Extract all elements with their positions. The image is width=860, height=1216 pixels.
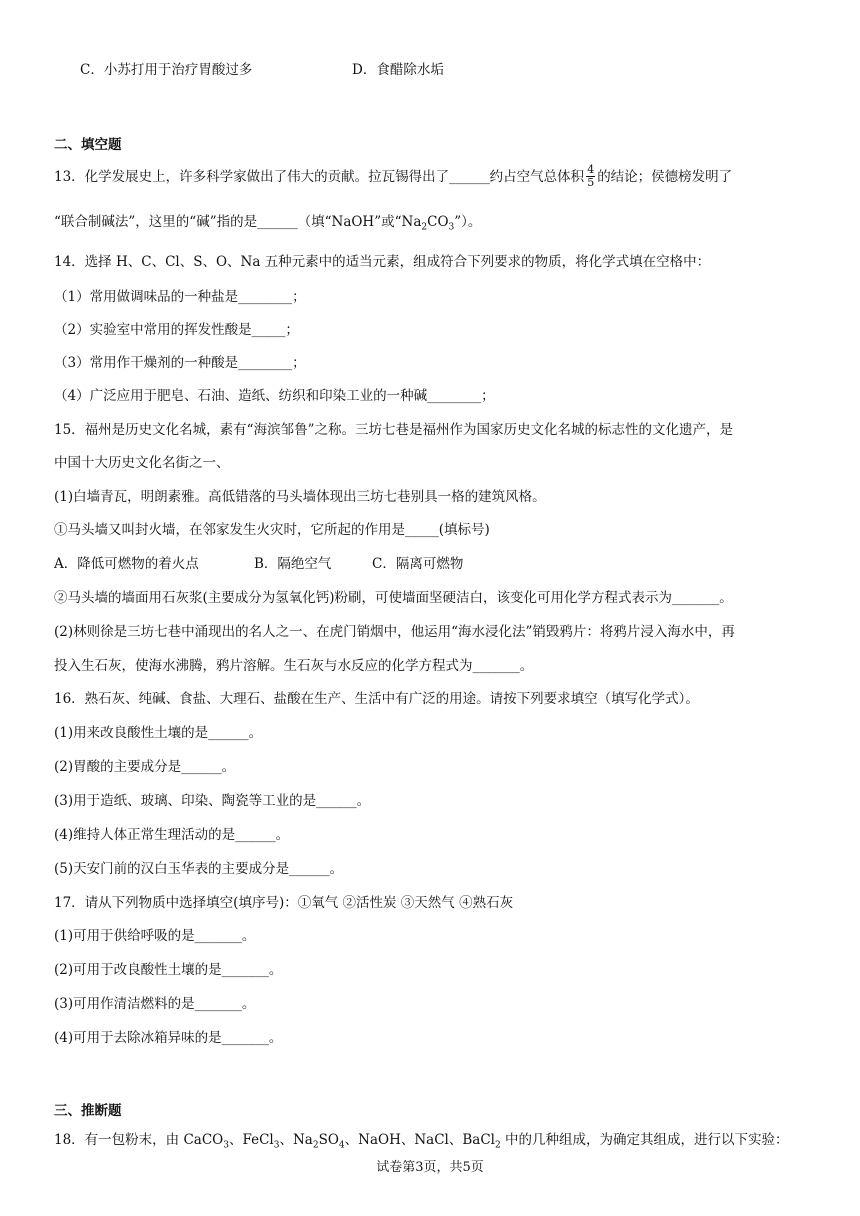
question-14-stem: 14．选择 H、C、Cl、S、O、Na 五种元素中的适当元素，组成符合下列要求的物质，将化学式填在空格中：: [54, 254, 711, 270]
question-17-item-4: (4)可用于去除冰箱异味的是_______。: [54, 1030, 283, 1046]
formula-na: Na: [401, 214, 422, 230]
question-17-item-1: (1)可用于供给呼吸的是_______。: [54, 928, 256, 944]
question-15-line-7: (2)林则徐是三坊七巷中涌现出的名人之一、在虎门销烟中，他运用“海水浸化法”销毁鸦片：将鸦片浸入海水中，再: [54, 624, 735, 640]
question-16-stem: 16．熟石灰、纯碱、食盐、大理石、盐酸在生产、生活中有广泛的用途。请按下列要求填空（填写化学式）。: [54, 691, 699, 707]
section-title-fill-blank: 二、填空题: [54, 137, 122, 153]
question-14-item-4: （4）广泛应用于肥皂、石油、造纸、纺织和印染工业的一种碱________；: [54, 388, 495, 404]
question-17-item-2: (2)可用于改良酸性土壤的是_______。: [54, 962, 283, 978]
formula-sub-2: 2: [421, 222, 428, 233]
fraction-four-fifths: [586, 164, 595, 189]
q18-text-c: 、Na: [279, 1132, 313, 1148]
q13-part-2: 的结论；侯德榜发明了: [597, 169, 733, 185]
option-d: D．食醋除水垢: [352, 62, 444, 78]
formula-sub-3: 3: [448, 222, 455, 233]
question-15-option-c: C．隔离可燃物: [372, 556, 464, 572]
question-17-stem: 17．请从下列物质中选择填空(填序号)：①氧气 ②活性炭 ③天然气 ④熟石灰: [54, 895, 514, 911]
question-16-item-1: (1)用来改良酸性土壤的是______。: [54, 725, 263, 741]
question-18-stem: [54, 1130, 789, 1156]
q18-text-f: 中的几种组成，为确定其组成，进行以下实验：: [500, 1132, 789, 1148]
question-13-line-1: [54, 165, 732, 190]
question-15-line-8: 投入生石灰，使海水沸腾，鸦片溶解。生石灰与水反应的化学方程式为_______。: [54, 658, 534, 674]
question-15-option-a: A．降低可燃物的着火点: [54, 556, 199, 572]
formula-na2co3: [401, 214, 455, 233]
question-15-line-1: 15．福州是历史文化名城，素有“海滨邹鲁”之称。三坊七巷是福州作为国家历史文化名城的标志性的文化遗产，是: [54, 422, 733, 438]
q13-line2-a: “联合制碱法”，这里的“碱”指的是______（填“NaOH”或“: [54, 214, 402, 230]
page-footer: 试卷第3页，共5页: [376, 1160, 484, 1175]
q18-text-e: 、NaOH、NaCl、BaCl: [344, 1132, 495, 1148]
question-14-item-1: （1）常用做调味品的一种盐是________；: [54, 289, 306, 305]
question-16-item-5: (5)天安门前的汉白玉华表的主要成分是______。: [54, 861, 344, 877]
option-c: C．小苏打用于治疗胃酸过多: [80, 62, 253, 78]
question-15-option-b: B．隔绝空气: [254, 556, 332, 572]
q18-text-d: SO: [318, 1132, 339, 1148]
q13-part-1: 13．化学发展史上，许多科学家做出了伟大的贡献。拉瓦锡得出了______约占空气总体积: [54, 169, 585, 185]
question-15-line-2: 中国十大历史文化名街之一、: [54, 455, 230, 471]
question-15-line-6: ②马头墙的墙面用石灰浆(主要成分为氢氧化钙)粉刷，可使墙面坚硬洁白，该变化可用化学方程式表示为_______。: [54, 590, 733, 606]
q18-text-b: 、FeCl: [228, 1132, 274, 1148]
q18-text-a: 18．有一包粉末，由 CaCO: [54, 1132, 224, 1148]
question-16-item-2: (2)胃酸的主要成分是______。: [54, 759, 236, 775]
question-17-item-3: (3)可用作清洁燃料的是_______。: [54, 996, 256, 1012]
question-14-item-2: （2）实验室中常用的挥发性酸是_____；: [54, 322, 299, 338]
question-15-line-3: (1)白墙青瓦，明朗素雅。高低错落的马头墙体现出三坊七巷别具一格的建筑风格。: [54, 489, 546, 505]
question-16-item-3: (3)用于造纸、玻璃、印染、陶瓷等工业的是______。: [54, 793, 371, 809]
fraction-denominator: 5: [587, 176, 595, 189]
q18-sub-1: 3: [223, 1140, 229, 1151]
q18-sub-3: 2: [312, 1140, 319, 1151]
formula-co: CO: [427, 214, 449, 230]
question-14-item-3: （3）常用作干燥剂的一种酸是________；: [54, 355, 306, 371]
q18-sub-4: 4: [338, 1140, 345, 1151]
q18-sub-2: 3: [273, 1140, 280, 1151]
q13-line2-b: ”）。: [454, 214, 482, 230]
q18-sub-5: 2: [494, 1140, 501, 1151]
question-16-item-4: (4)维持人体正常生理活动的是______。: [54, 827, 290, 843]
section-title-inference: 三、推断题: [54, 1103, 122, 1119]
question-15-line-4: ①马头墙又叫封火墙，在邻家发生火灾时，它所起的作用是_____(填标号): [54, 522, 490, 538]
fraction-numerator: 4: [587, 163, 595, 176]
question-13-line-2: [54, 212, 481, 238]
